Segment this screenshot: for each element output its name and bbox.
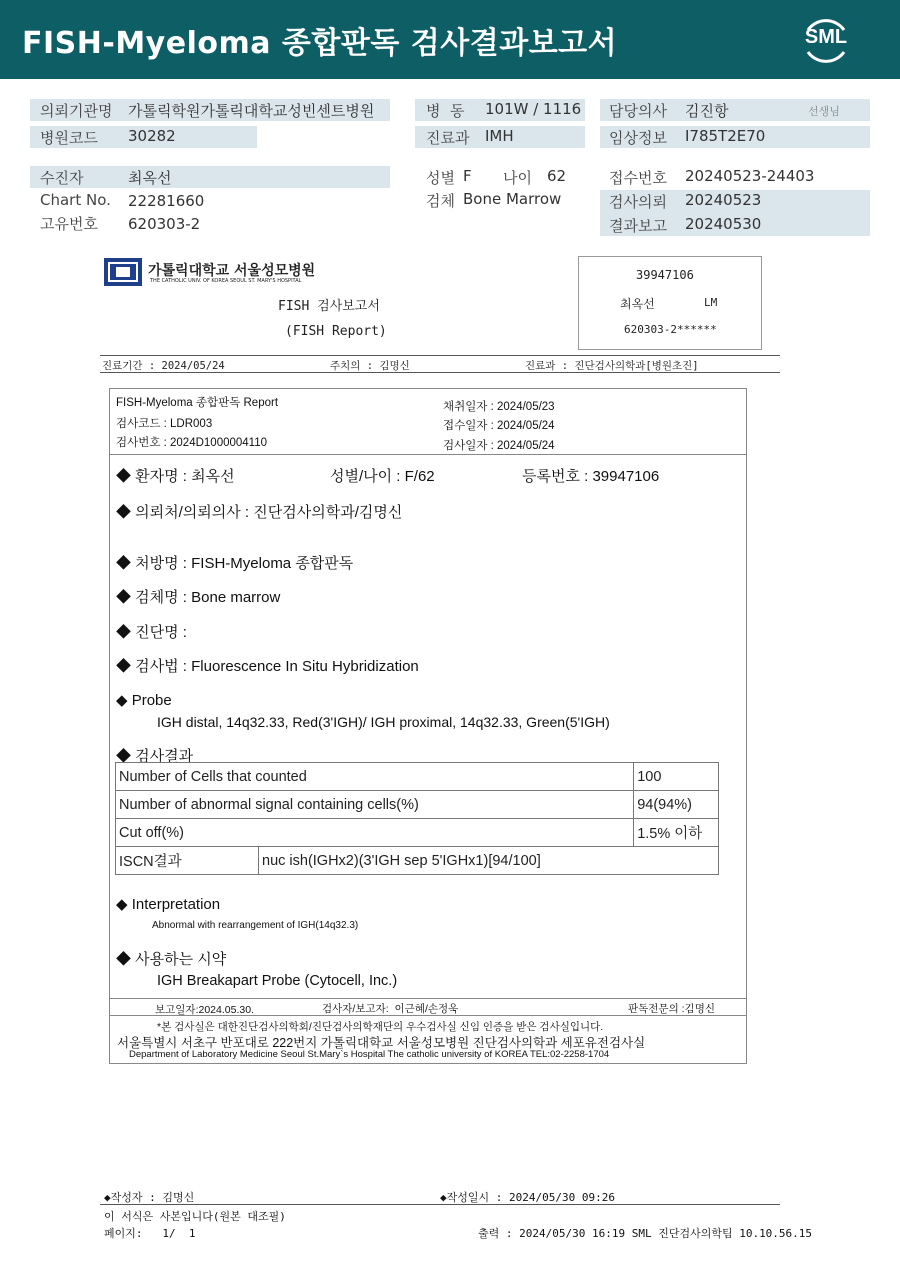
sticker-code: LM xyxy=(704,296,718,309)
institution-value: 가톨릭학원가톨릭대학교성빈센트병원 xyxy=(128,102,375,120)
specimen-label: 검체 xyxy=(426,192,455,210)
result-title: ◆ 검사결과 xyxy=(116,748,194,765)
chart-value: 22281660 xyxy=(128,192,205,210)
hospital-logo-icon xyxy=(104,258,142,286)
divider-top xyxy=(100,355,780,356)
lab-department-en: Department of Laboratory Medicine Seoul St.Mary`s Hospital The catholic university of KOREA TEL:02-2258-1704 xyxy=(129,1049,610,1060)
sml-logo xyxy=(798,12,854,68)
clinical-value: I785T2E70 xyxy=(685,127,766,145)
age-label: 나이 xyxy=(503,169,532,187)
doctor-label: 담당의사 xyxy=(609,102,667,120)
hospital-code-value: 30282 xyxy=(128,127,176,145)
table-row xyxy=(116,847,719,875)
patient-label: 수진자 xyxy=(40,169,84,187)
attending-physician: 주치의 : 김명신 xyxy=(330,360,410,372)
hospital-subname: THE CATHOLIC UNIV. OF KOREA SEOUL ST. MARY'S HOSPITAL xyxy=(150,278,302,284)
report-date-value: 20240530 xyxy=(685,215,762,233)
table-row xyxy=(116,819,719,847)
result-label: Number of abnormal signal containing cells(%) xyxy=(116,791,634,819)
care-period: 진료기간 : 2024/05/24 xyxy=(102,360,225,372)
reagent-text: IGH Breakapart Probe (Cytocell, Inc.) xyxy=(157,973,398,989)
written-time: ◆작성일시 : 2024/05/30 09:26 xyxy=(440,1191,615,1204)
doc-title: FISH 검사보고서 xyxy=(278,299,380,314)
divider-bottom xyxy=(100,372,780,373)
referrer-line: ◆ 의뢰처/의뢰의사 : 진단검사의학과/김명신 xyxy=(116,504,403,521)
interpretation-title: ◆ Interpretation xyxy=(116,896,221,913)
testers: 검사자/보고자: 이근혜/손정욱 xyxy=(322,1003,459,1015)
probe-title: ◆ Probe xyxy=(116,692,172,709)
ward-label: 병 동 xyxy=(426,102,465,120)
result-label: Cut off(%) xyxy=(116,819,634,847)
specimen-value: Bone Marrow xyxy=(463,190,562,208)
care-department: 진료과 : 진단검사의학과[병원초진] xyxy=(525,360,699,372)
interpretation-text: Abnormal with rearrangement of IGH(14q32.3) xyxy=(152,920,359,931)
age-value: 62 xyxy=(547,167,567,185)
request-value: 20240523 xyxy=(685,191,762,209)
sml-logo-text: SML xyxy=(804,26,848,48)
print-info: 출력 : 2024/05/30 16:19 SML 진단검사의학팀 10.10.56.15 xyxy=(478,1227,813,1240)
chart-label: Chart No. xyxy=(40,191,111,209)
method-line: ◆ 검사법 : Fluorescence In Situ Hybridization xyxy=(116,658,419,675)
reagent-title: ◆ 사용하는 시약 xyxy=(116,951,227,968)
report-footer-divider xyxy=(110,998,746,999)
ward-value: 101W / 1116 xyxy=(485,100,582,118)
dept-label: 진료과 xyxy=(426,129,470,147)
report-date-label: 결과보고 xyxy=(609,217,667,235)
sticker-uid: 620303-2****** xyxy=(624,323,717,336)
result-value: 100 xyxy=(634,763,719,791)
header-bar xyxy=(0,0,900,79)
receipt-value: 20240523-24403 xyxy=(685,167,815,185)
result-value: 1.5% 이하 xyxy=(634,819,719,847)
patient-line: ◆ 환자명 : 최옥선 xyxy=(116,468,235,485)
doctor-value: 김진항 xyxy=(685,102,729,120)
sex-value: F xyxy=(463,167,472,185)
sex-age-line: 성별/나이 : F/62 xyxy=(330,468,435,485)
author: ◆작성자 : 김명신 xyxy=(104,1191,195,1204)
probe-text: IGH distal, 14q32.33, Red(3'IGH)/ IGH proximal, 14q32.33, Green(5'IGH) xyxy=(157,714,610,730)
doc-subtitle: (FISH Report) xyxy=(285,324,387,339)
specimen-line: ◆ 검체명 : Bone marrow xyxy=(116,589,281,606)
uid-value: 620303-2 xyxy=(128,215,201,233)
institution-label: 의뢰기관명 xyxy=(40,102,113,120)
sex-label: 성별 xyxy=(426,169,455,187)
sticker-name: 최옥선 xyxy=(620,297,655,311)
collected-date: 채취일자 : 2024/05/23 xyxy=(443,401,555,413)
result-table xyxy=(115,762,719,875)
clinical-label: 임상정보 xyxy=(609,129,667,147)
hospital-name: 가톨릭대학교 서울성모병원 xyxy=(148,263,316,279)
diagnosis-line: ◆ 진단명 : xyxy=(116,624,187,641)
report-title: FISH-Myeloma 종합판독 검사결과보고서 xyxy=(22,26,618,61)
received-date: 접수일자 : 2024/05/24 xyxy=(443,420,555,432)
table-row xyxy=(116,763,719,791)
iscn-value: nuc ish(IGHx2)(3'IGH sep 5'IGHx1)[94/100] xyxy=(259,847,719,875)
page-number: 페이지: 1/ 1 xyxy=(104,1227,196,1240)
registration-line: 등록번호 : 39947106 xyxy=(522,468,660,485)
result-label: Number of Cells that counted xyxy=(116,763,634,791)
iscn-label: ISCN결과 xyxy=(116,847,259,875)
test-code: 검사코드 : LDR003 xyxy=(116,418,213,430)
hospital-code-label: 병원코드 xyxy=(40,129,98,147)
band-patient xyxy=(30,166,390,188)
sticker-id: 39947106 xyxy=(636,268,694,282)
test-number: 검사번호 : 2024D1000004110 xyxy=(116,437,268,449)
report-issue-date: 보고일자:2024.05.30. xyxy=(155,1004,254,1016)
result-value: 94(94%) xyxy=(634,791,719,819)
certification-note: *본 검사실은 대한진단검사의학회/진단검사의학재단의 우수검사실 신임 인증을 받은 검사실입니다. xyxy=(157,1021,604,1033)
tested-date: 검사일자 : 2024/05/24 xyxy=(443,440,555,452)
reader: 판독전문의 :김명신 xyxy=(628,1003,715,1015)
report-header-divider xyxy=(110,454,746,455)
patient-value: 최옥선 xyxy=(128,169,172,187)
uid-label: 고유번호 xyxy=(40,215,98,233)
footer-divider xyxy=(100,1204,780,1205)
report-note-divider xyxy=(110,1015,746,1016)
request-label: 검사의뢰 xyxy=(609,193,667,211)
table-row xyxy=(116,791,719,819)
doctor-suffix: 선생님 xyxy=(808,105,840,118)
report-name: FISH-Myeloma 종합판독 Report xyxy=(116,397,279,409)
receipt-label: 접수번호 xyxy=(609,169,667,187)
copy-note: 이 서식은 사본입니다(원본 대조필) xyxy=(104,1210,286,1223)
order-line: ◆ 처방명 : FISH-Myeloma 종합판독 xyxy=(116,555,354,572)
lab-address: 서울특별시 서초구 반포대로 222번지 가톨릭대학교 서울성모병원 진단검사의학과 세포유전검사실 xyxy=(117,1036,646,1050)
dept-value: IMH xyxy=(485,127,514,145)
